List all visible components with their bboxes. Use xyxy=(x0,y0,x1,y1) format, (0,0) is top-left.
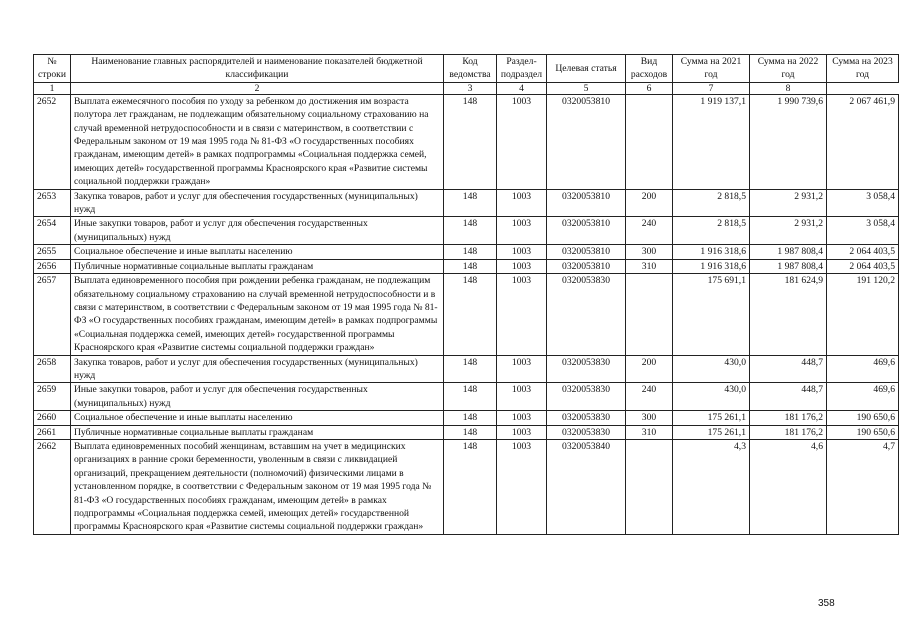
dept-code-cell: 148 xyxy=(444,94,497,189)
sum-2022-cell: 1 987 808,4 xyxy=(750,259,827,273)
header-row xyxy=(34,55,899,83)
sum-2023-cell: 469,6 xyxy=(827,355,899,383)
row-name-cell: Социальное обеспечение и иные выплаты населению xyxy=(71,411,444,425)
table-row xyxy=(34,411,899,425)
sum-2022-cell: 181 176,2 xyxy=(750,425,827,439)
sum-2023-cell: 469,6 xyxy=(827,383,899,411)
table-row xyxy=(34,245,899,259)
sum-2023-cell: 2 064 403,5 xyxy=(827,245,899,259)
header-sum-2022: Сумма на 2022 год xyxy=(750,55,827,83)
expense-type-cell: 300 xyxy=(626,245,673,259)
row-number-cell: 2656 xyxy=(34,259,71,273)
dept-code-cell: 148 xyxy=(444,245,497,259)
header-target: Целевая статья xyxy=(547,55,626,83)
row-name-cell: Выплата единовременных пособий женщинам, вставшим на учет в медицинских организациях в ранние сроки беременности, уволенным в связи с ликвидацией организаций, прекращением деятельности (полномочий) физическими лицами в установленном порядке, в соответствии с Федеральным законом от 19 мая 1995 года № 81-ФЗ «О государственных пособиях гражданам, имеющим детей» в рамках подпрограммы «Социальная поддержка семей, имеющих детей» государственной программы Красноярского края «Развитие системы социальной поддержки граждан» xyxy=(71,439,444,534)
sum-2021-cell: 1 916 318,6 xyxy=(673,245,750,259)
page-number: 358 xyxy=(818,598,835,609)
row-number-cell: 2662 xyxy=(34,439,71,534)
expense-type-cell: 300 xyxy=(626,411,673,425)
sum-2021-cell: 4,3 xyxy=(673,439,750,534)
sum-2021-cell: 1 919 137,1 xyxy=(673,94,750,189)
dept-code-cell: 148 xyxy=(444,189,497,217)
row-number-cell: 2661 xyxy=(34,425,71,439)
row-number-cell: 2652 xyxy=(34,94,71,189)
expense-type-cell xyxy=(626,439,673,534)
row-name-cell: Выплата ежемесячного пособия по уходу за ребенком до достижения им возраста полутора лет гражданам, не подлежащим обязательному социальному страхованию на случай временной нетрудоспособности и в связи с материнством, в соответствии с Федеральным законом от 19 мая 1995 года № 81-ФЗ «О государственных пособиях гражданам, имеющим детей» в рамках подпрограммы «Социальная поддержка семей, имеющих детей» государственной программы Красноярского края «Развитие системы социальной поддержки граждан» xyxy=(71,94,444,189)
header-row-no: № строки xyxy=(34,55,71,83)
target-cell: 0320053830 xyxy=(547,355,626,383)
dept-code-cell: 148 xyxy=(444,383,497,411)
sum-2022-cell: 2 931,2 xyxy=(750,217,827,245)
row-number-cell: 2657 xyxy=(34,274,71,355)
target-cell: 0320053810 xyxy=(547,245,626,259)
expense-type-cell: 240 xyxy=(626,383,673,411)
column-number: 8 xyxy=(750,82,827,94)
row-name-cell: Социальное обеспечение и иные выплаты населению xyxy=(71,245,444,259)
budget-sheet xyxy=(33,54,899,535)
row-name-cell: Иные закупки товаров, работ и услуг для обеспечения государственных (муниципальных) нужд xyxy=(71,383,444,411)
sum-2023-cell: 190 650,6 xyxy=(827,425,899,439)
row-number-cell: 2660 xyxy=(34,411,71,425)
table-row xyxy=(34,274,899,355)
header-name: Наименование главных распорядителей и наименование показателей бюджетной классификации xyxy=(71,55,444,83)
budget-table xyxy=(33,54,899,535)
dept-code-cell: 148 xyxy=(444,274,497,355)
section-cell: 1003 xyxy=(497,383,547,411)
row-name-cell: Иные закупки товаров, работ и услуг для обеспечения государственных (муниципальных) нужд xyxy=(71,217,444,245)
row-name-cell: Закупка товаров, работ и услуг для обеспечения государственных (муниципальных) нужд xyxy=(71,355,444,383)
table-row xyxy=(34,355,899,383)
section-cell: 1003 xyxy=(497,189,547,217)
section-cell: 1003 xyxy=(497,259,547,273)
expense-type-cell: 310 xyxy=(626,425,673,439)
sum-2022-cell: 181 176,2 xyxy=(750,411,827,425)
section-cell: 1003 xyxy=(497,274,547,355)
row-name-cell: Выплата единовременного пособия при рождении ребенка гражданам, не подлежащим обязательному социальному страхованию на случай временной нетрудоспособности и в связи с материнством, в соответствии с Федеральным законом от 19 мая 1995 года № 81-ФЗ «О государственных пособиях гражданам, имеющим детей» в рамках подпрограммы «Социальная поддержка семей, имеющих детей» государственной программы Красноярского края «Развитие системы социальной поддержки граждан» xyxy=(71,274,444,355)
column-number: 5 xyxy=(547,82,626,94)
dept-code-cell: 148 xyxy=(444,439,497,534)
header-dept-code: Код ведомства xyxy=(444,55,497,83)
dept-code-cell: 148 xyxy=(444,355,497,383)
section-cell: 1003 xyxy=(497,355,547,383)
expense-type-cell xyxy=(626,274,673,355)
expense-type-cell: 200 xyxy=(626,189,673,217)
sum-2023-cell: 2 064 403,5 xyxy=(827,259,899,273)
sum-2022-cell: 448,7 xyxy=(750,355,827,383)
table-row xyxy=(34,189,899,217)
sum-2021-cell: 2 818,5 xyxy=(673,217,750,245)
sum-2021-cell: 430,0 xyxy=(673,383,750,411)
sum-2022-cell: 2 931,2 xyxy=(750,189,827,217)
expense-type-cell: 200 xyxy=(626,355,673,383)
section-cell: 1003 xyxy=(497,439,547,534)
column-number: 1 xyxy=(34,82,71,94)
dept-code-cell: 148 xyxy=(444,411,497,425)
sum-2022-cell: 1 987 808,4 xyxy=(750,245,827,259)
target-cell: 0320053830 xyxy=(547,274,626,355)
column-number: 2 xyxy=(71,82,444,94)
target-cell: 0320053810 xyxy=(547,217,626,245)
dept-code-cell: 148 xyxy=(444,425,497,439)
sum-2021-cell: 175 261,1 xyxy=(673,425,750,439)
row-name-cell: Публичные нормативные социальные выплаты гражданам xyxy=(71,259,444,273)
table-row xyxy=(34,259,899,273)
row-number-cell: 2659 xyxy=(34,383,71,411)
table-body xyxy=(34,94,899,534)
section-cell: 1003 xyxy=(497,94,547,189)
row-number-cell: 2653 xyxy=(34,189,71,217)
header-sum-2023: Сумма на 2023 год xyxy=(827,55,899,83)
expense-type-cell xyxy=(626,94,673,189)
sum-2023-cell: 190 650,6 xyxy=(827,411,899,425)
section-cell: 1003 xyxy=(497,425,547,439)
sum-2021-cell: 2 818,5 xyxy=(673,189,750,217)
sum-2022-cell: 4,6 xyxy=(750,439,827,534)
column-number: 4 xyxy=(497,82,547,94)
target-cell: 0320053830 xyxy=(547,425,626,439)
sum-2023-cell: 3 058,4 xyxy=(827,217,899,245)
sum-2023-cell: 3 058,4 xyxy=(827,189,899,217)
sum-2021-cell: 430,0 xyxy=(673,355,750,383)
sum-2022-cell: 1 990 739,6 xyxy=(750,94,827,189)
sum-2023-cell: 191 120,2 xyxy=(827,274,899,355)
target-cell: 0320053810 xyxy=(547,189,626,217)
sum-2022-cell: 181 624,9 xyxy=(750,274,827,355)
sum-2023-cell: 2 067 461,9 xyxy=(827,94,899,189)
section-cell: 1003 xyxy=(497,217,547,245)
section-cell: 1003 xyxy=(497,245,547,259)
row-number-cell: 2655 xyxy=(34,245,71,259)
sum-2021-cell: 175 691,1 xyxy=(673,274,750,355)
expense-type-cell: 240 xyxy=(626,217,673,245)
column-number: 3 xyxy=(444,82,497,94)
target-cell: 0320053840 xyxy=(547,439,626,534)
table-row xyxy=(34,94,899,189)
expense-type-cell: 310 xyxy=(626,259,673,273)
row-name-cell: Закупка товаров, работ и услуг для обеспечения государственных (муниципальных) нужд xyxy=(71,189,444,217)
dept-code-cell: 148 xyxy=(444,259,497,273)
target-cell: 0320053830 xyxy=(547,411,626,425)
row-number-cell: 2654 xyxy=(34,217,71,245)
table-row xyxy=(34,439,899,534)
column-number: 6 xyxy=(626,82,673,94)
target-cell: 0320053830 xyxy=(547,383,626,411)
row-number-cell: 2658 xyxy=(34,355,71,383)
dept-code-cell: 148 xyxy=(444,217,497,245)
sum-2022-cell: 448,7 xyxy=(750,383,827,411)
row-name-cell: Публичные нормативные социальные выплаты гражданам xyxy=(71,425,444,439)
header-sum-2021: Сумма на 2021 год xyxy=(673,55,750,83)
table-row xyxy=(34,217,899,245)
header-expense-type: Вид расходов xyxy=(626,55,673,83)
section-cell: 1003 xyxy=(497,411,547,425)
sum-2021-cell: 1 916 318,6 xyxy=(673,259,750,273)
target-cell: 0320053810 xyxy=(547,259,626,273)
sum-2021-cell: 175 261,1 xyxy=(673,411,750,425)
column-number-row xyxy=(34,82,899,94)
column-number: 7 xyxy=(673,82,750,94)
table-row xyxy=(34,383,899,411)
table-row xyxy=(34,425,899,439)
header-section: Раздел-подраздел xyxy=(497,55,547,83)
target-cell: 0320053810 xyxy=(547,94,626,189)
sum-2023-cell: 4,7 xyxy=(827,439,899,534)
